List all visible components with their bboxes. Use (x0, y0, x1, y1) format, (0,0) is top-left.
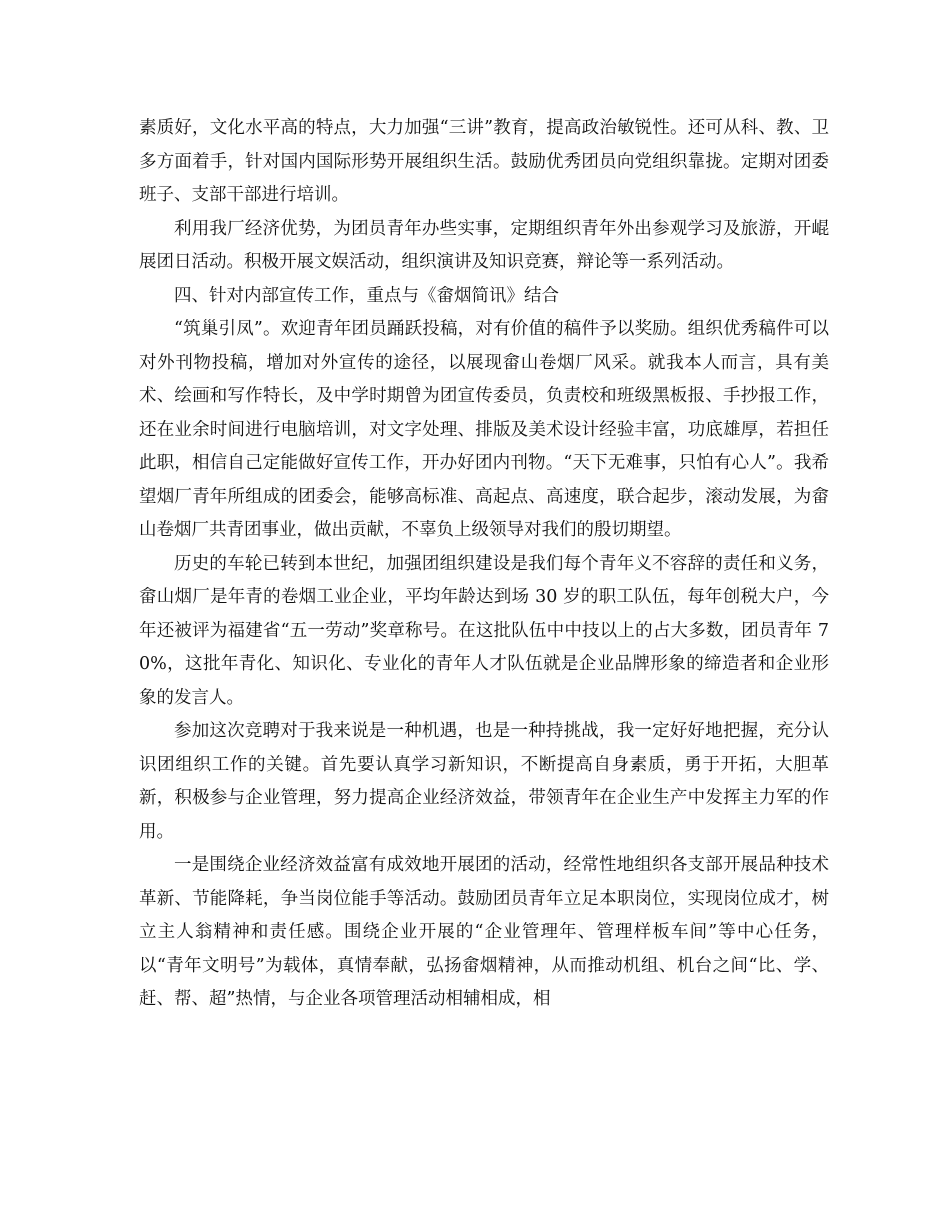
document-body (139, 112, 829, 1017)
section-heading-publicity: 四、针对内部宣传工作，重点与《畲烟简讯》结合 (174, 285, 559, 306)
paragraph-continued: 素质好，文化水平高的特点，大力加强“三讲”教育，提高政治敏锐性。还可从科、教、卫多方面着手，针对国内国际形势开展组织生活。鼓励优秀团员向党组织靠拢。定期对团委班子、支部干部进行培训。 (139, 118, 829, 205)
paragraph-first-point: 一是围绕企业经济效益富有成效地开展团的活动，经常性地组织各支部开展品种技术革新、节能降耗，争当岗位能手等活动。鼓励团员青年立足本职岗位，实现岗位成才，树立主人翁精神和责任感。围绕企业开展的“企业管理年、管理样板车间”等中心任务，以“青年文明号”为载体，真情奉献，弘扬畲烟精神，从而推动机组、机台之间“比、学、赶、帮、超”热情，与企业各项管理活动相辅相成，相 (139, 855, 829, 1009)
paragraph-opportunity: 参加这次竞聘对于我来说是一种机遇，也是一种持挑战，我一定好好地把握，充分认识团组织工作的关键。首先要认真学习新知识，不断提高自身素质，勇于开拓，大胆革新，积极参与企业管理，努力提高企业经济效益，带领青年在企业生产中发挥主力军的作用。 (139, 721, 829, 842)
paragraph-history: 历史的车轮已转到本世纪，加强团组织建设是我们每个青年义不容辞的责任和义务，畲山烟厂是年青的卷烟工业企业，平均年龄达到场 30 岁的职工队伍，每年创税大户，今年还被评为福建省“五一劳动”奖章称号。在这批队伍中中技以上的占大多数，团员青年 70%，这批年青化、知识化、专业化的青年人才队伍就是企业品牌形象的缔造者和企业形象的发言人。 (139, 553, 829, 708)
paragraph-publicity: “筑巢引凤”。欢迎青年团员踊跃投稿，对有价值的稿件予以奖励。组织优秀稿件可以对外刊物投稿，增加对外宣传的途径，以展现畲山卷烟厂风采。就我本人而言，具有美术、绘画和写作特长，及中学时期曾为团宣传委员，负责校和班级黑板报、手抄报工作，还在业余时间进行电脑培训，对文字处理、排版及美术设计经验丰富，功底雄厚，若担任此职，相信自己定能做好宣传工作，开办好团内刊物。“天下无难事，只怕有心人”。我希望烟厂青年所组成的团委会，能够高标准、高起点、高速度，联合起步，滚动发展，为畲山卷烟厂共青团事业，做出贡献，不辜负上级领导对我们的殷切期望。 (139, 319, 829, 540)
paragraph-benefits: 利用我厂经济优势，为团员青年办些实事，定期组织青年外出参观学习及旅游，开崐展团日活动。积极开展文娱活动，组织演讲及知识竞赛，辩论等一系列活动。 (139, 218, 829, 272)
